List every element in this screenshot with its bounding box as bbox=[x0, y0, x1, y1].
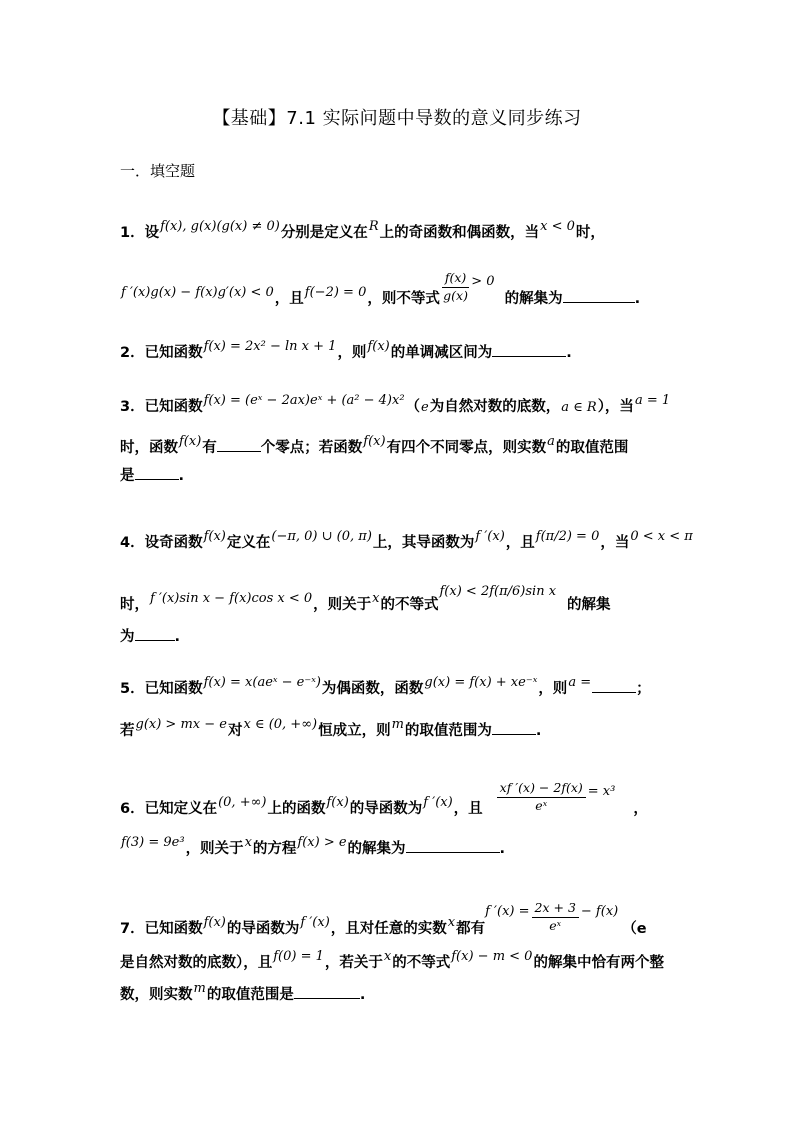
q3-text: 有 bbox=[202, 440, 217, 456]
question-6-line-1 bbox=[120, 780, 648, 824]
q7-math: x bbox=[383, 949, 392, 964]
q7-text: 的导函数为 bbox=[226, 921, 300, 937]
q1-math: f ′(x)g(x) − f(x)g′(x) < 0 bbox=[121, 285, 274, 300]
q1-math: f(x), g(x)(g(x) ≠ 0) bbox=[160, 219, 280, 234]
q7-math: f(0) = 1 bbox=[273, 949, 324, 964]
answer-blank[interactable] bbox=[294, 986, 360, 999]
q7-math: x bbox=[447, 915, 456, 930]
q4-text: . bbox=[174, 629, 181, 645]
fraction-numerator: xf ′(x) − 2f(x) bbox=[497, 782, 586, 798]
q5-math: g(x) > mx − e bbox=[135, 717, 227, 732]
q6-text: ， bbox=[633, 801, 648, 817]
fraction-numerator: 2x + 3 bbox=[532, 902, 579, 918]
q2-math: f(x) = 2x² − ln x + 1 bbox=[203, 339, 337, 354]
q4-text: 时， bbox=[120, 597, 149, 613]
q5-text: 为偶函数，函数 bbox=[321, 681, 424, 697]
q6-text: 6．已知定义在 bbox=[120, 801, 218, 817]
q2-math: f(x) bbox=[367, 339, 390, 354]
question-3-line-2 bbox=[120, 434, 629, 456]
question-4-line-1 bbox=[120, 529, 694, 551]
question-5-line-1 bbox=[120, 675, 651, 697]
q4-text: 4．设奇函数 bbox=[120, 535, 203, 551]
answer-blank[interactable] bbox=[492, 722, 536, 735]
q3-math: f(x) bbox=[179, 434, 202, 449]
q6-math: f(x) bbox=[326, 795, 349, 810]
q3-math: e bbox=[421, 400, 429, 415]
q5-math: m bbox=[391, 717, 404, 732]
q1-math: > 0 bbox=[471, 274, 495, 289]
q7-math: − f(x) bbox=[580, 904, 619, 919]
q4-math: f ′(x)sin x − f(x)cos x < 0 bbox=[150, 591, 313, 606]
q7-text: 的取值范围是 bbox=[206, 987, 294, 1003]
q2-text: 2．已知函数 bbox=[120, 345, 203, 361]
q7-fraction bbox=[532, 902, 579, 932]
q4-text: 的解集 bbox=[567, 597, 611, 613]
q3-text: 个零点；若函数 bbox=[260, 440, 363, 456]
q6-text: 的方程 bbox=[252, 841, 297, 857]
q4-text: 定义在 bbox=[226, 535, 271, 551]
q6-math: f ′(x) bbox=[423, 795, 453, 810]
q7-text: （e bbox=[622, 921, 647, 937]
q6-text: . bbox=[499, 841, 506, 857]
q3-math: a bbox=[547, 434, 555, 449]
q1-math: f(−2) = 0 bbox=[304, 285, 367, 300]
q7-text: 7．已知函数 bbox=[120, 921, 203, 937]
q7-math: f ′(x) bbox=[300, 915, 330, 930]
q5-text: 5．已知函数 bbox=[120, 681, 203, 697]
q6-text: ，且 bbox=[453, 801, 483, 817]
page-title: 【基础】7.1 实际问题中导数的意义同步练习 bbox=[212, 108, 582, 129]
q2-text: ，则 bbox=[337, 345, 367, 361]
q1-text: 分别是定义在 bbox=[280, 225, 368, 241]
q3-math: a ∈ R bbox=[561, 400, 597, 415]
fraction-denominator: eˣ bbox=[549, 917, 562, 933]
q1-fraction bbox=[442, 272, 469, 302]
q7-text: 数，则实数 bbox=[120, 987, 193, 1003]
q5-text: ，则 bbox=[538, 681, 568, 697]
q6-text: ，则关于 bbox=[185, 841, 244, 857]
answer-blank[interactable] bbox=[492, 344, 566, 357]
q6-text: 上的函数 bbox=[267, 801, 326, 817]
q5-text: ； bbox=[636, 681, 651, 697]
q4-math: f ′(x) bbox=[475, 529, 505, 544]
q3-text: 3．已知函数 bbox=[120, 399, 203, 415]
q7-math: f(x) − m < 0 bbox=[451, 949, 533, 964]
q3-text: （ bbox=[405, 399, 421, 415]
q6-math: = x³ bbox=[587, 784, 616, 799]
q7-text: ，若关于 bbox=[324, 955, 383, 971]
answer-blank[interactable] bbox=[135, 467, 179, 480]
question-3-line-1 bbox=[120, 393, 671, 415]
q7-math: f ′(x) = bbox=[485, 904, 530, 919]
question-1-line-1 bbox=[120, 219, 605, 241]
q1-text: 上的奇函数和偶函数，当 bbox=[379, 225, 540, 241]
question-7-line-1 bbox=[120, 900, 647, 944]
q3-text: 为自然对数的底数， bbox=[429, 399, 561, 415]
q7-text: 的不等式 bbox=[392, 955, 451, 971]
q7-text: ，且对任意的实数 bbox=[330, 921, 447, 937]
q4-math: (−π, 0) ∪ (0, π) bbox=[271, 529, 372, 544]
q6-math: f(x) > e bbox=[297, 835, 347, 850]
q5-text: 若 bbox=[120, 723, 135, 739]
fraction-denominator: eˣ bbox=[535, 797, 548, 813]
q1-math: x < 0 bbox=[540, 219, 575, 234]
q5-math: x ∈ (0, +∞) bbox=[243, 717, 318, 732]
q5-text: 的取值范围为 bbox=[404, 723, 492, 739]
q3-math: f(x) bbox=[363, 434, 386, 449]
q3-text: 的取值范围 bbox=[555, 440, 629, 456]
q4-math: 0 < x < π bbox=[630, 529, 693, 544]
question-4-line-3 bbox=[120, 628, 180, 645]
q3-text: . bbox=[178, 468, 185, 484]
question-7-line-3 bbox=[120, 981, 366, 1003]
answer-blank[interactable] bbox=[406, 840, 500, 853]
q1-text: . bbox=[634, 291, 641, 307]
answer-blank[interactable] bbox=[217, 439, 261, 452]
section-heading: 一．填空题 bbox=[120, 162, 196, 180]
q1-text: ，且 bbox=[274, 291, 304, 307]
q6-math: x bbox=[244, 835, 252, 850]
q7-text: 的解集中恰有两个整 bbox=[533, 955, 664, 971]
q5-math: g(x) = f(x) + xe⁻ˣ bbox=[424, 675, 538, 690]
q4-math: f(π/2) = 0 bbox=[535, 529, 600, 544]
answer-blank[interactable] bbox=[563, 290, 635, 303]
fraction-numerator: f(x) bbox=[442, 272, 469, 288]
question-1-line-2 bbox=[120, 270, 641, 314]
q3-text: 时，函数 bbox=[120, 440, 178, 456]
q6-fraction bbox=[497, 782, 586, 812]
q4-text: ，且 bbox=[505, 535, 535, 551]
q3-math: a = 1 bbox=[634, 393, 671, 408]
question-2 bbox=[120, 339, 572, 361]
q1-text: 1．设 bbox=[120, 225, 160, 241]
q4-text: ，当 bbox=[600, 535, 630, 551]
q6-math: (0, +∞) bbox=[218, 795, 267, 810]
q4-text: ，则关于 bbox=[313, 597, 372, 613]
q7-text: 都有 bbox=[456, 921, 486, 937]
q3-text: ），当 bbox=[597, 399, 634, 415]
q4-text: 为 bbox=[120, 629, 135, 645]
q1-text: 时， bbox=[575, 225, 605, 241]
q7-math: f(x) bbox=[203, 915, 226, 930]
q5-math: a = bbox=[568, 675, 592, 690]
question-4-line-2 bbox=[120, 584, 611, 613]
q4-math: x bbox=[372, 591, 380, 606]
q3-text: 有四个不同零点，则实数 bbox=[386, 440, 547, 456]
question-7-line-2 bbox=[120, 949, 664, 971]
fraction-denominator: g(x) bbox=[443, 287, 468, 303]
question-3-line-3 bbox=[120, 467, 184, 484]
q4-text: 上，其导函数为 bbox=[372, 535, 475, 551]
q4-text: 的不等式 bbox=[380, 597, 439, 613]
q4-math: f(x) bbox=[203, 529, 226, 544]
q4-math: f(x) < 2f(π/6)sin x bbox=[439, 584, 557, 599]
q2-text: 的单调减区间为 bbox=[390, 345, 493, 361]
q5-math: f(x) = x(aeˣ − e⁻ˣ) bbox=[203, 675, 321, 690]
q3-text: 是 bbox=[120, 468, 135, 484]
q2-text: . bbox=[566, 345, 572, 361]
q3-math: f(x) = (eˣ − 2ax)eˣ + (a² − 4)x² bbox=[203, 393, 405, 408]
q5-text: 恒成立，则 bbox=[318, 723, 391, 739]
answer-blank[interactable] bbox=[592, 680, 636, 693]
q1-math: R bbox=[368, 219, 379, 234]
q1-text: ，则不等式 bbox=[367, 291, 440, 307]
q7-text: . bbox=[359, 987, 366, 1003]
q6-text: 的解集为 bbox=[347, 841, 406, 857]
q5-text: . bbox=[535, 723, 542, 739]
q5-text: 对 bbox=[227, 723, 243, 739]
q7-math: m bbox=[193, 981, 206, 996]
question-5-line-2 bbox=[120, 717, 542, 739]
q6-math: f(3) = 9e³ bbox=[121, 835, 185, 850]
answer-blank[interactable] bbox=[135, 628, 175, 641]
q1-text: 的解集为 bbox=[504, 291, 563, 307]
q6-text: 的导函数为 bbox=[349, 801, 423, 817]
q7-text: 是自然对数的底数），且 bbox=[120, 955, 273, 971]
question-6-line-2 bbox=[120, 835, 506, 857]
